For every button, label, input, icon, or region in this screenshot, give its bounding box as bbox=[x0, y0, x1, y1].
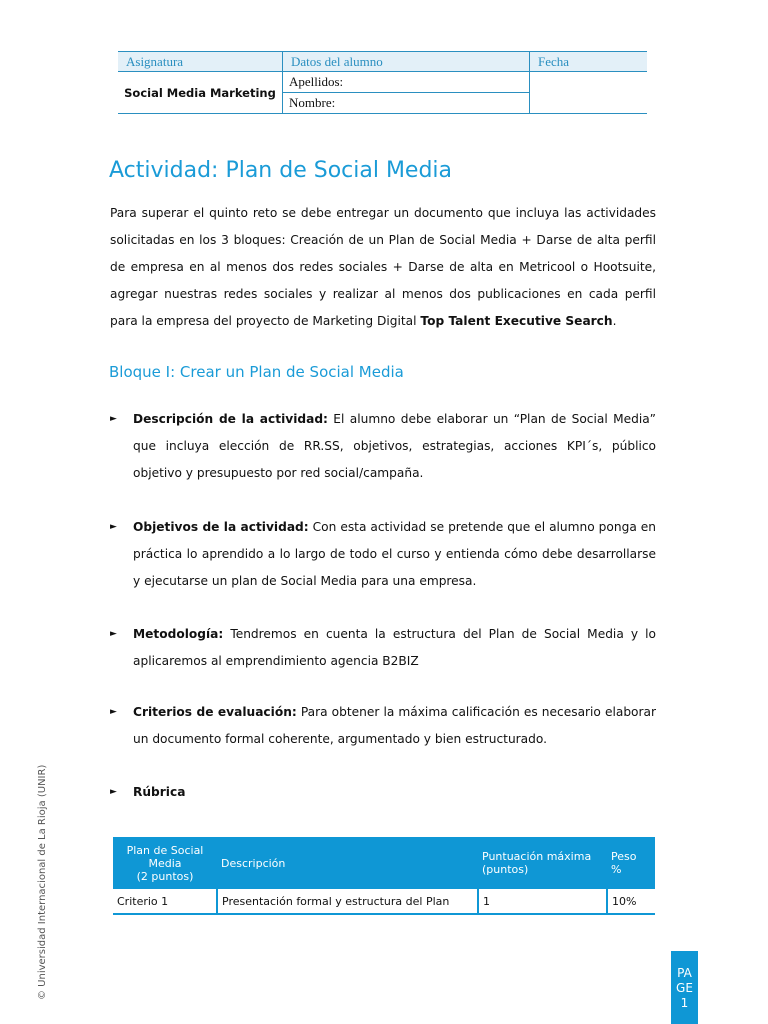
surname-label: Apellidos: bbox=[283, 72, 530, 93]
header-col-date: Fecha bbox=[530, 52, 648, 72]
list-item bbox=[110, 406, 656, 487]
rubric-cell: Criterio 1 bbox=[113, 889, 217, 914]
bullet-marker-icon: ► bbox=[110, 414, 117, 424]
list-item bbox=[110, 699, 656, 753]
rubric-header-plan-line: (2 puntos) bbox=[136, 869, 194, 883]
rubric-header-weight-line: Peso bbox=[611, 850, 637, 863]
rubric-cell: 10% bbox=[607, 889, 655, 914]
rubric-header-score bbox=[478, 837, 607, 889]
page-title: Actividad: Plan de Social Media bbox=[109, 158, 453, 183]
rubric-header-plan-line: Plan de Social bbox=[126, 843, 204, 857]
bullet-marker-icon: ► bbox=[110, 787, 117, 797]
rubric-header-plan-line: Media bbox=[148, 856, 182, 870]
bullet-label: Metodología: bbox=[133, 627, 224, 641]
rubric-header-weight-line: % bbox=[611, 863, 622, 876]
bullet-label: Rúbrica bbox=[133, 785, 186, 799]
bullet-text: Con esta actividad se pretende que el alumno ponga en práctica lo aprendido a lo largo de todo el curso y entienda cómo debe desarrollarse y ejecutarse un plan de Social Media para una empresa. bbox=[133, 520, 656, 588]
page-number: 1 bbox=[680, 996, 689, 1010]
bullet-text: Para obtener la máxima calificación es necesario elaborar un documento formal coherente, argumentado y bien estructurado. bbox=[133, 705, 656, 746]
bullet-text: Tendremos en cuenta la estructura del Plan de Social Media y lo aplicaremos al emprendimiento agencia B2BIZ bbox=[133, 627, 656, 668]
bullet-marker-icon: ► bbox=[110, 629, 117, 639]
date-value bbox=[530, 72, 648, 114]
rubric-cell: 1 bbox=[478, 889, 607, 914]
rubric-header-score-line: Puntuación máxima bbox=[482, 850, 592, 863]
table-row bbox=[113, 889, 655, 914]
list-item bbox=[110, 621, 656, 675]
bullet-marker-icon: ► bbox=[110, 707, 117, 717]
header-table bbox=[118, 51, 647, 114]
list-item bbox=[110, 779, 656, 806]
rubric-header-weight bbox=[607, 837, 655, 889]
rubric-header-description: Descripción bbox=[217, 837, 478, 889]
header-col-subject: Asignatura bbox=[118, 52, 283, 72]
rubric-header-plan bbox=[113, 837, 217, 889]
copyright-notice: © Universidad Internacional de La Rioja (UNIR) bbox=[37, 764, 48, 1000]
bullet-marker-icon: ► bbox=[110, 522, 117, 532]
rubric-table bbox=[113, 837, 655, 915]
section-title: Bloque I: Crear un Plan de Social Media bbox=[109, 363, 404, 381]
page-label: PA bbox=[677, 966, 692, 980]
bullet-label: Criterios de evaluación: bbox=[133, 705, 297, 719]
page-label: GE bbox=[676, 981, 693, 995]
list-item bbox=[110, 514, 656, 595]
bullet-text: El alumno debe elaborar un “Plan de Social Media” que incluya elección de RR.SS, objetivos, estrategias, acciones KPI´s, público objetivo y presupuesto por red social/campaña. bbox=[133, 412, 656, 480]
intro-bold: Top Talent Executive Search bbox=[420, 314, 613, 328]
subject-value: Social Media Marketing bbox=[118, 72, 283, 114]
page-number-box bbox=[671, 951, 698, 1024]
intro-paragraph bbox=[110, 200, 656, 335]
rubric-header-score-line: (puntos) bbox=[482, 863, 529, 876]
rubric-cell: Presentación formal y estructura del Plan bbox=[217, 889, 478, 914]
intro-end: . bbox=[612, 314, 617, 328]
name-label: Nombre: bbox=[283, 93, 530, 114]
bullet-label: Descripción de la actividad: bbox=[133, 412, 328, 426]
bullet-label: Objetivos de la actividad: bbox=[133, 520, 309, 534]
intro-text: Para superar el quinto reto se debe entregar un documento que incluya las actividades solicitadas en los 3 bloques: Creación de un Plan de Social Media + Darse de alta perfil de empresa en al menos dos redes sociales + Darse de alta en Metricool o Hootsuite, agregar nuestras redes sociales y realizar al menos dos publicaciones en cada perfil para la empresa del proyecto de Marketing Digital bbox=[110, 206, 656, 328]
header-col-student: Datos del alumno bbox=[283, 52, 530, 72]
